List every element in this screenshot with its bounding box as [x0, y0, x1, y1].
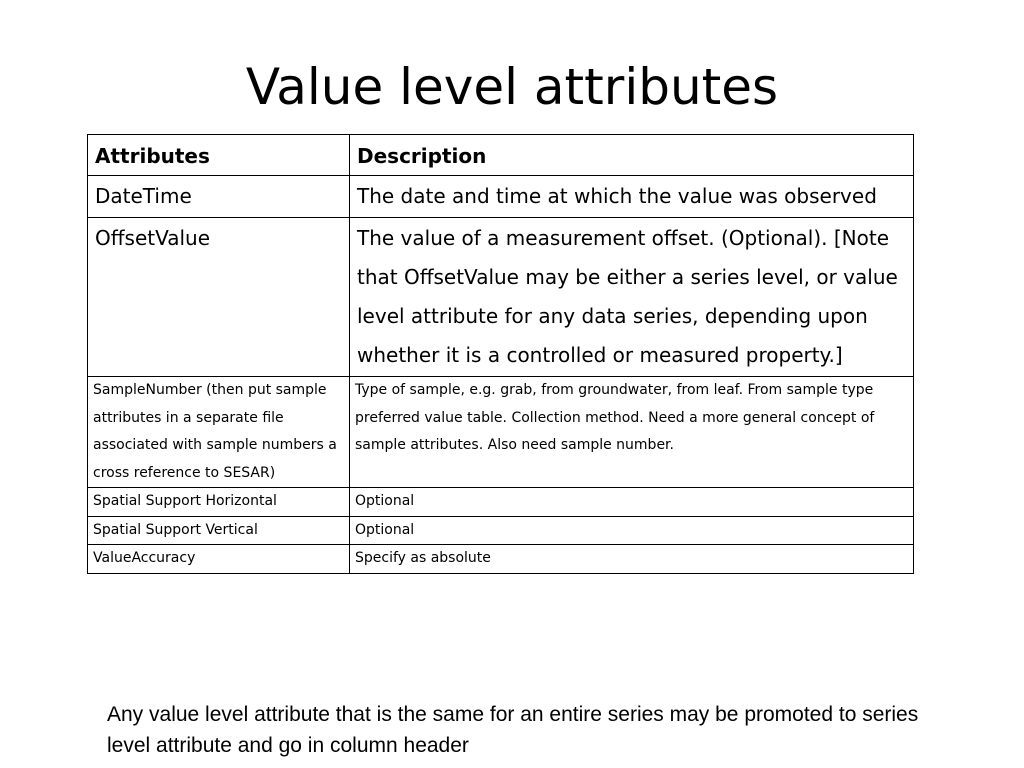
attribute-cell: Spatial Support Vertical: [88, 516, 350, 545]
table-row: [88, 218, 914, 377]
table-header-row: [88, 135, 914, 176]
description-cell: Specify as absolute: [350, 545, 914, 574]
attribute-cell: SampleNumber (then put sample attributes in a separate file associated with sample numbers a cross reference to SESAR): [88, 377, 350, 488]
attribute-cell: Spatial Support Horizontal: [88, 488, 350, 517]
table-row: [88, 545, 914, 574]
description-cell: Optional: [350, 488, 914, 517]
attribute-cell: OffsetValue: [88, 218, 350, 377]
attributes-table: [87, 134, 914, 574]
footnote-text: Any value level attribute that is the same for an entire series may be promoted to series level attribute and go in column header: [107, 703, 919, 757]
header-description: Description: [350, 135, 914, 176]
description-cell: Type of sample, e.g. grab, from groundwater, from leaf. From sample type preferred value table. Collection method. Need a more general concept of sample attributes. Also need sample number.: [350, 377, 914, 488]
attribute-cell: DateTime: [88, 176, 350, 218]
slide-title: Value level attributes: [245, 58, 779, 116]
table-row: [88, 488, 914, 517]
attribute-cell: ValueAccuracy: [88, 545, 350, 574]
description-cell: The value of a measurement offset. (Optional). [Note that OffsetValue may be either a series level, or value level attribute for any data series, depending upon whether it is a controlled or measured property.]: [350, 218, 914, 377]
table-row: [88, 377, 914, 488]
header-attributes: Attributes: [88, 135, 350, 176]
table-row: [88, 176, 914, 218]
description-cell: Optional: [350, 516, 914, 545]
table-row: [88, 516, 914, 545]
description-cell: The date and time at which the value was observed: [350, 176, 914, 218]
